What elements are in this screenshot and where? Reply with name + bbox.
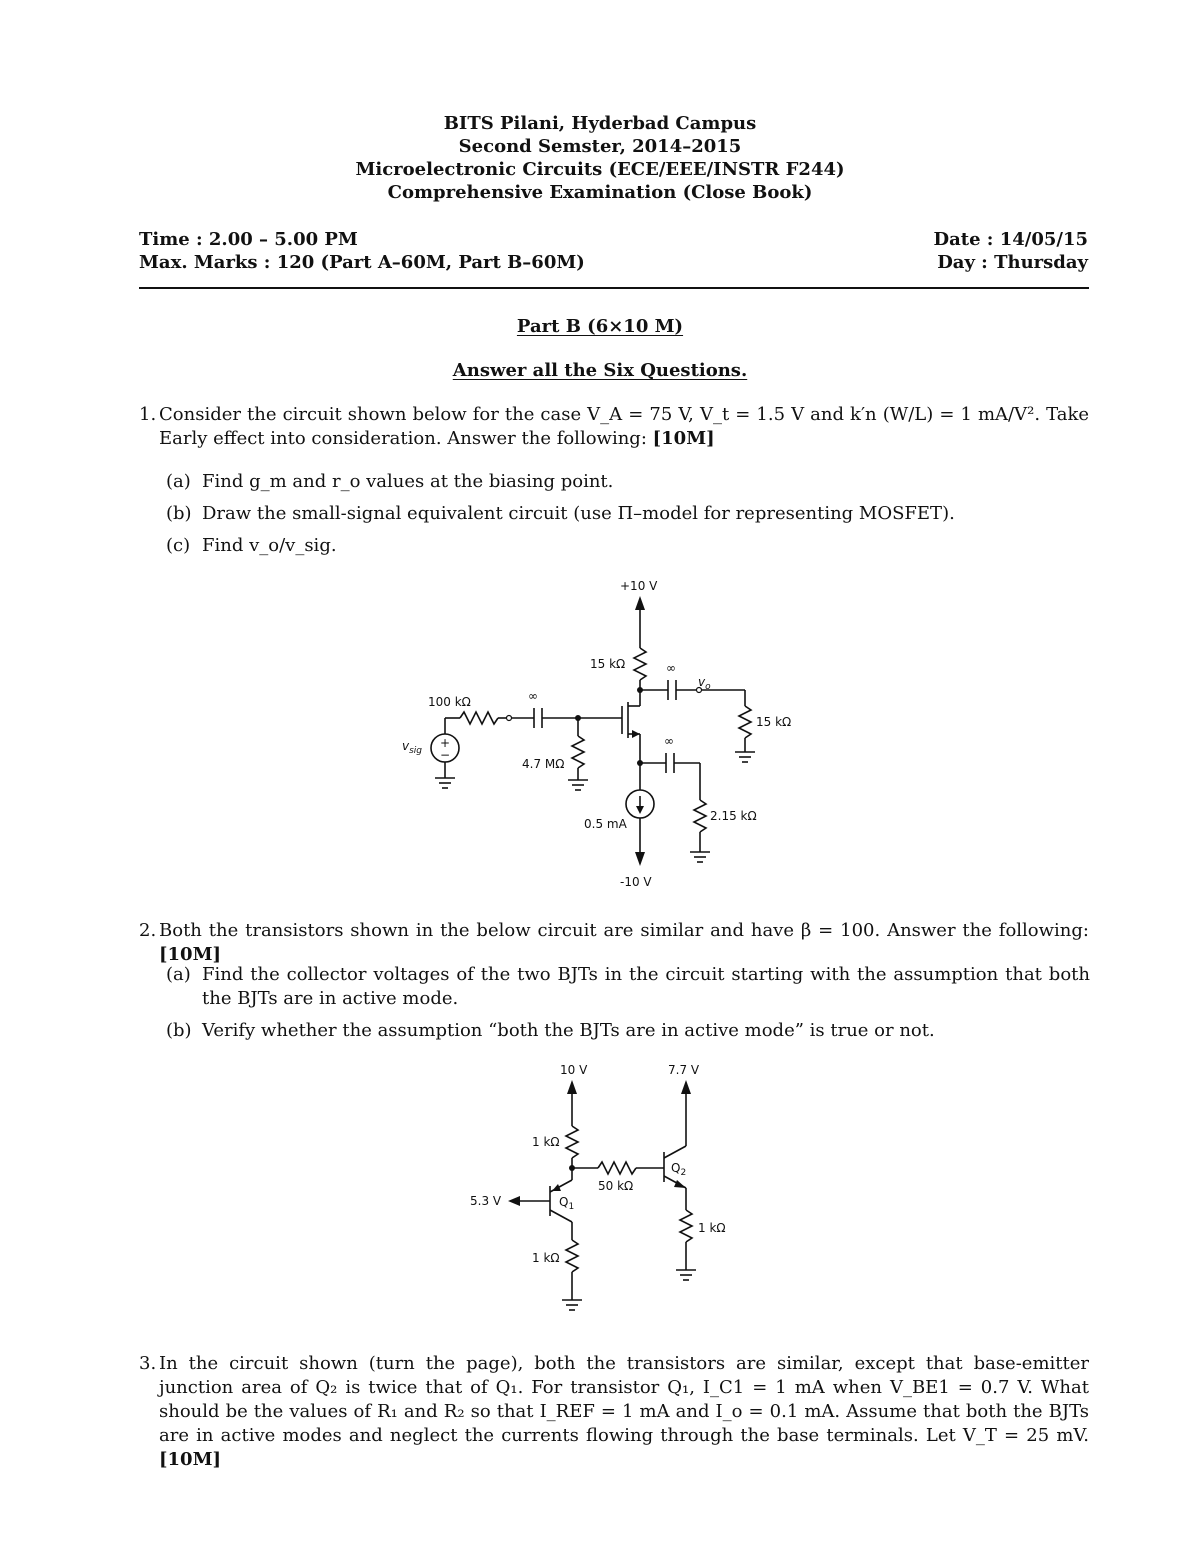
question-number: 3. <box>139 1353 157 1374</box>
q1-label: $Q_1$ <box>559 1195 575 1212</box>
semester: Second Semster, 2014–2015 <box>458 136 742 157</box>
subpart-text: Find v_o/v_sig. <box>202 535 337 556</box>
v1-label: 10 V <box>560 1063 588 1077</box>
q2-emitter-arrow <box>674 1180 686 1188</box>
subpart-text: Draw the small-signal equivalent circuit (use Π–model for representing MOSFET). <box>202 503 955 524</box>
vsig-label: $v_{sig}$ <box>402 739 423 756</box>
vo-label: $v_o$ <box>698 675 711 692</box>
question-marks: [10M] <box>159 1449 222 1470</box>
instruction-text: Answer all the Six Questions. <box>452 360 748 381</box>
question-3 <box>139 1352 1089 1472</box>
subpart-label: (b) <box>166 1020 192 1041</box>
v2-label: 7.7 V <box>668 1063 700 1077</box>
rc1-resistor <box>566 1240 578 1272</box>
re2-resistor <box>680 1210 692 1242</box>
question-number: 2. <box>139 920 157 941</box>
vdd-label: +10 V <box>620 579 658 593</box>
re1-resistor <box>566 1126 578 1158</box>
cap-out-label: ∞ <box>666 661 676 675</box>
q2-label: $Q_2$ <box>671 1161 687 1178</box>
question-3-text: In the circuit shown (turn the page), both the transistors are similar, except that base-emitter junction area of Q₂ is twice that of Q₁. For transistor Q₁, I_C1 = 1 mA when V_BE1 = 0.7 V. What should be the values of R₁ and R₂ so that I_REF = 1 mA and I_o = 0.1 mA. Assume that both the BJTs are in active modes and neglect the currents flowing through the base terminals. Let V_T = 25 mV. <box>159 1353 1089 1446</box>
re2-label: 1 kΩ <box>698 1221 726 1235</box>
course-title: Microelectronic Circuits (ECE/EEE/INSTR F244) <box>355 159 845 180</box>
question-1-text: Consider the circuit shown below for the case V_A = 75 V, V_t = 1.5 V and k′n (W/L) = 1 mA/V². Take Early effect into consideration. Answer the following: <box>159 404 1089 449</box>
rg-label: 4.7 MΩ <box>522 757 565 771</box>
vin-label: 5.3 V <box>470 1194 502 1208</box>
subpart-label: (c) <box>166 535 191 556</box>
exam-max-marks: Max. Marks : 120 (Part A–60M, Part B–60M) <box>139 252 585 273</box>
rsig-label: 100 kΩ <box>428 695 471 709</box>
re1-label: 1 kΩ <box>532 1135 560 1149</box>
vsig-plus: + <box>440 736 451 750</box>
q2-collector <box>664 1146 686 1158</box>
question-marks: [10M] <box>652 428 715 449</box>
institution-name: BITS Pilani, Hyderbad Campus <box>443 113 757 134</box>
question-text <box>159 1352 1089 1472</box>
isrc-label: 0.5 mA <box>584 817 627 831</box>
vin-arrow <box>508 1196 520 1206</box>
exam-time: Time : 2.00 – 5.00 PM <box>139 229 358 250</box>
exam-type: Comprehensive Examination (Close Book) <box>387 182 813 203</box>
part-title-text: Part B (6×10 M) <box>516 316 684 337</box>
vss-label: -10 V <box>620 875 652 889</box>
question-number: 1. <box>139 404 157 425</box>
rs-label: 2.15 kΩ <box>710 809 757 823</box>
subpart-text: Verify whether the assumption “both the BJTs are in active mode” is true or not. <box>202 1020 935 1041</box>
exam-date: Date : 14/05/15 <box>933 229 1088 250</box>
subpart-text: Find the collector voltages of the two BJTs in the circuit starting with the assumption that both the BJTs are in active mode. <box>202 964 1090 1009</box>
v2-arrow <box>681 1080 691 1094</box>
cap-s-label: ∞ <box>664 734 674 748</box>
rd-label: 15 kΩ <box>590 657 626 671</box>
question-marks: [10M] <box>159 944 222 965</box>
rb-label: 50 kΩ <box>598 1179 634 1193</box>
subpart-label: (b) <box>166 503 192 524</box>
rb-resistor <box>598 1162 636 1174</box>
rl-label: 15 kΩ <box>756 715 792 729</box>
subpart-label: (a) <box>166 471 191 492</box>
rc1-label: 1 kΩ <box>532 1251 560 1265</box>
cap-in-label: ∞ <box>528 689 538 703</box>
subpart-label: (a) <box>166 964 191 985</box>
v1-arrow <box>567 1080 577 1094</box>
vsig-minus: − <box>440 748 451 762</box>
subpart-text: Find g_m and r_o values at the biasing point. <box>202 471 614 492</box>
question-2-text: Both the transistors shown in the below circuit are similar and have β = 100. Answer the following: <box>159 920 1089 941</box>
exam-day: Day : Thursday <box>937 252 1088 273</box>
